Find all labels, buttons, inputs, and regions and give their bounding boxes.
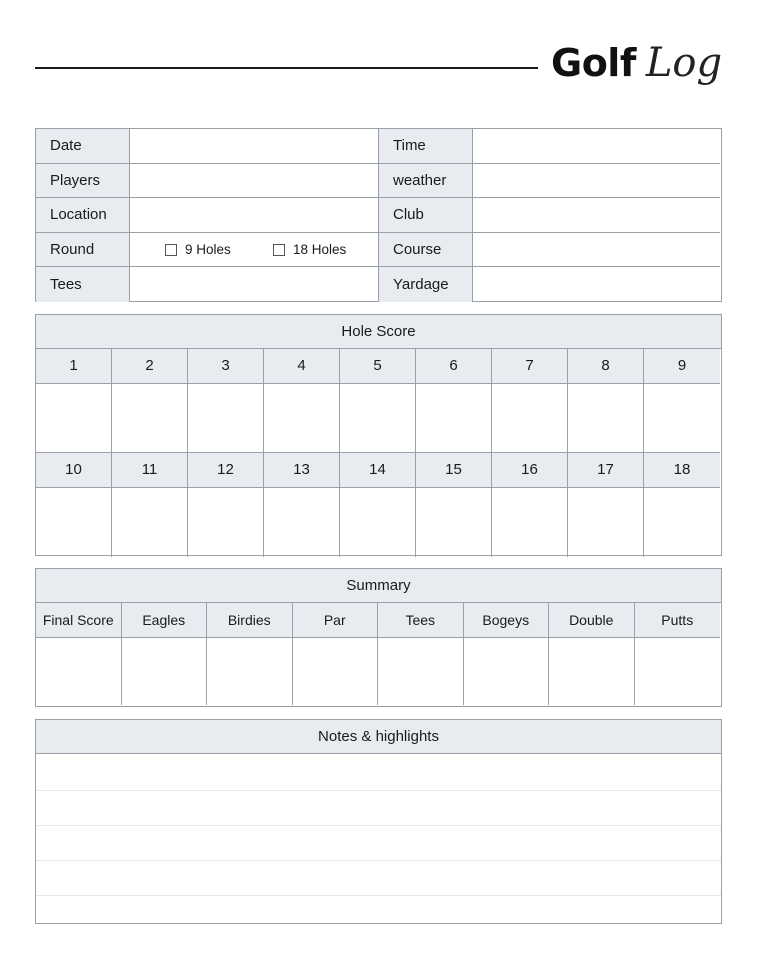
summary-value-field[interactable] bbox=[36, 638, 122, 705]
info-value-field[interactable] bbox=[130, 198, 379, 233]
summary-value-field[interactable] bbox=[122, 638, 208, 705]
hole-score-field[interactable] bbox=[416, 488, 492, 558]
summary-column-header: Eagles bbox=[122, 603, 208, 638]
info-value-field[interactable] bbox=[473, 198, 720, 233]
info-label: Location bbox=[36, 198, 130, 233]
summary-value-field[interactable] bbox=[293, 638, 379, 705]
hole-number: 6 bbox=[416, 349, 492, 384]
hole-score-field[interactable] bbox=[492, 488, 568, 558]
hole-number: 3 bbox=[188, 349, 264, 384]
info-table bbox=[35, 128, 722, 302]
hole-number: 15 bbox=[416, 453, 492, 488]
summary-value-field[interactable] bbox=[378, 638, 464, 705]
summary-column-header: Final Score bbox=[36, 603, 122, 638]
hole-number: 16 bbox=[492, 453, 568, 488]
info-value-field[interactable] bbox=[130, 129, 379, 164]
hole-score-field[interactable] bbox=[568, 488, 644, 558]
summary-column-header: Tees bbox=[378, 603, 464, 638]
info-label: Round bbox=[36, 233, 130, 268]
round-options[interactable] bbox=[130, 233, 379, 268]
round-option[interactable] bbox=[165, 233, 231, 267]
info-label: Tees bbox=[36, 267, 130, 302]
hole-score-field[interactable] bbox=[492, 384, 568, 454]
summary-value-field[interactable] bbox=[549, 638, 635, 705]
hole-number: 9 bbox=[644, 349, 720, 384]
hole-number: 10 bbox=[36, 453, 112, 488]
summary-table bbox=[35, 568, 722, 707]
summary-column-header: Putts bbox=[635, 603, 721, 638]
title-bold: Golf bbox=[551, 41, 636, 85]
hole-score-field[interactable] bbox=[644, 488, 720, 558]
round-option-label: 9 Holes bbox=[185, 242, 231, 258]
hole-score-field[interactable] bbox=[340, 488, 416, 558]
info-value-field[interactable] bbox=[473, 233, 720, 268]
info-label: Course bbox=[379, 233, 473, 268]
note-line bbox=[36, 790, 721, 791]
round-option-label: 18 Holes bbox=[293, 242, 347, 258]
info-label: Yardage bbox=[379, 267, 473, 302]
hole-number: 13 bbox=[264, 453, 340, 488]
hole-score-field[interactable] bbox=[416, 384, 492, 454]
hole-score-field[interactable] bbox=[112, 384, 188, 454]
hole-number: 17 bbox=[568, 453, 644, 488]
summary-value-field[interactable] bbox=[464, 638, 550, 705]
hole-score-table bbox=[35, 314, 722, 556]
summary-column-header: Par bbox=[293, 603, 379, 638]
info-label: Time bbox=[379, 129, 473, 164]
note-line bbox=[36, 825, 721, 826]
summary-title: Summary bbox=[36, 569, 721, 603]
checkbox-icon[interactable] bbox=[165, 244, 177, 256]
hole-number: 7 bbox=[492, 349, 568, 384]
info-value-field[interactable] bbox=[473, 267, 720, 302]
notes-title: Notes & highlights bbox=[36, 720, 721, 754]
hole-number: 2 bbox=[112, 349, 188, 384]
info-value-field[interactable] bbox=[130, 267, 379, 302]
note-line bbox=[36, 895, 721, 896]
hole-number: 11 bbox=[112, 453, 188, 488]
title-rule bbox=[35, 67, 538, 69]
round-option[interactable] bbox=[273, 233, 346, 267]
info-value-field[interactable] bbox=[473, 129, 720, 164]
info-label: Players bbox=[36, 164, 130, 199]
note-line bbox=[36, 860, 721, 861]
info-label: Date bbox=[36, 129, 130, 164]
hole-score-title: Hole Score bbox=[36, 315, 721, 349]
info-label: weather bbox=[379, 164, 473, 199]
hole-score-field[interactable] bbox=[188, 384, 264, 454]
hole-number: 5 bbox=[340, 349, 416, 384]
hole-number: 4 bbox=[264, 349, 340, 384]
hole-score-field[interactable] bbox=[36, 488, 112, 558]
hole-number: 12 bbox=[188, 453, 264, 488]
title-script: Log bbox=[645, 40, 723, 86]
page-title bbox=[551, 40, 722, 100]
hole-score-field[interactable] bbox=[644, 384, 720, 454]
info-value-field[interactable] bbox=[130, 164, 379, 199]
hole-score-field[interactable] bbox=[568, 384, 644, 454]
summary-column-header: Birdies bbox=[207, 603, 293, 638]
hole-score-field[interactable] bbox=[264, 384, 340, 454]
checkbox-icon[interactable] bbox=[273, 244, 285, 256]
summary-column-header: Bogeys bbox=[464, 603, 550, 638]
hole-score-field[interactable] bbox=[340, 384, 416, 454]
info-label: Club bbox=[379, 198, 473, 233]
hole-number: 8 bbox=[568, 349, 644, 384]
hole-number: 1 bbox=[36, 349, 112, 384]
hole-number: 18 bbox=[644, 453, 720, 488]
hole-score-field[interactable] bbox=[112, 488, 188, 558]
hole-number: 14 bbox=[340, 453, 416, 488]
summary-value-field[interactable] bbox=[207, 638, 293, 705]
hole-score-field[interactable] bbox=[36, 384, 112, 454]
notes-table bbox=[35, 719, 722, 924]
summary-column-header: Double bbox=[549, 603, 635, 638]
summary-value-field[interactable] bbox=[635, 638, 721, 705]
hole-score-field[interactable] bbox=[188, 488, 264, 558]
info-value-field[interactable] bbox=[473, 164, 720, 199]
hole-score-field[interactable] bbox=[264, 488, 340, 558]
notes-area[interactable] bbox=[36, 755, 721, 922]
